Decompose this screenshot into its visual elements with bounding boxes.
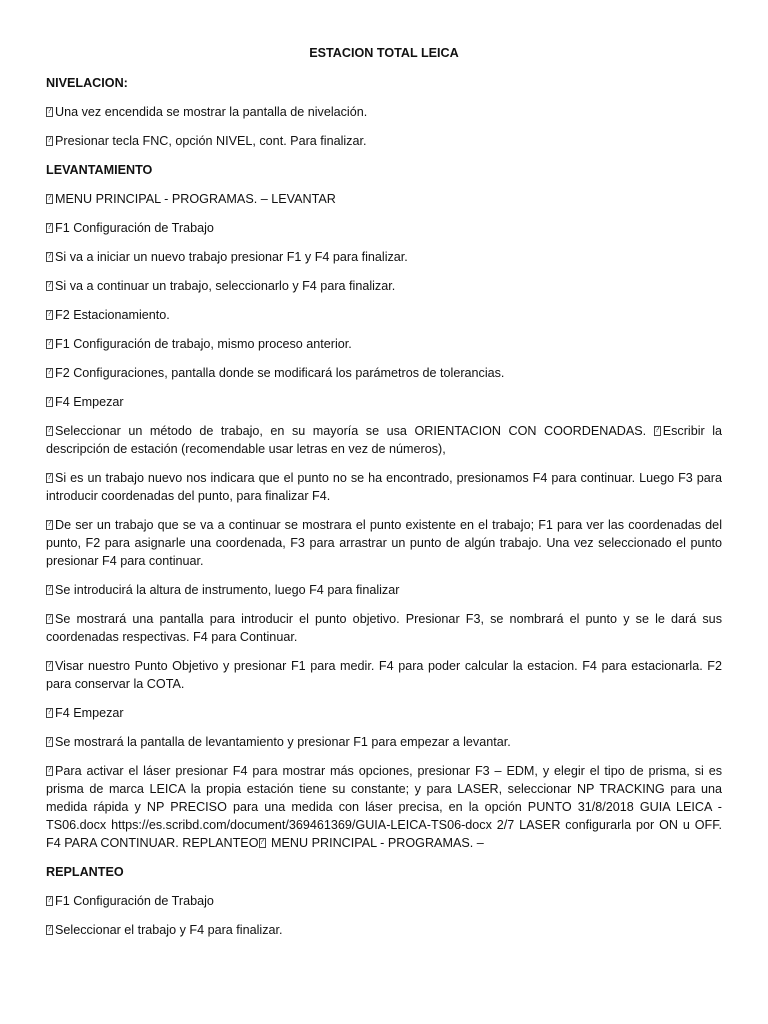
list-item: ?F2 Configuraciones, pantalla donde se modificará los parámetros de tolerancias. (46, 364, 722, 382)
missing-glyph-icon (46, 708, 53, 718)
list-item: ?MENU PRINCIPAL - PROGRAMAS. – LEVANTAR (46, 190, 722, 208)
list-item: ?F4 Empezar (46, 704, 722, 722)
missing-glyph-icon (46, 397, 53, 407)
list-item: ?F1 Configuración de Trabajo (46, 219, 722, 237)
section-heading-replanteo: REPLANTEO (46, 865, 124, 879)
list-item: ?Se mostrará una pantalla para introducir el punto objetivo. Presionar F3, se nombrará el punto y se le dará sus coordenadas respectivas. F4 para Continuar. (46, 610, 722, 646)
missing-glyph-icon (46, 766, 53, 776)
missing-glyph-icon (46, 223, 53, 233)
list-item: ?F1 Configuración de Trabajo (46, 892, 722, 910)
missing-glyph-icon (46, 737, 53, 747)
missing-glyph-icon (46, 136, 53, 146)
list-item: ?Seleccionar un método de trabajo, en su mayoría se usa ORIENTACION CON COORDENADAS. ? Escribir la descripción de estación (recomendable usar letras en vez de números), (46, 422, 722, 458)
missing-glyph-icon (46, 661, 53, 671)
list-item: ?Se mostrará la pantalla de levantamiento y presionar F1 para empezar a levantar. (46, 733, 722, 751)
list-item: ?Presionar tecla FNC, opción NIVEL, cont. Para finalizar. (46, 132, 722, 150)
list-item: ?Se introducirá la altura de instrumento, luego F4 para finalizar (46, 581, 722, 599)
missing-glyph-icon (46, 585, 53, 595)
list-item: ?Si va a continuar un trabajo, seleccionarlo y F4 para finalizar. (46, 277, 722, 295)
missing-glyph-icon (46, 310, 53, 320)
missing-glyph-icon (46, 281, 53, 291)
list-item: ?F4 Empezar (46, 393, 722, 411)
list-item: ?F2 Estacionamiento. (46, 306, 722, 324)
list-item: ?Si es un trabajo nuevo nos indicara que el punto no se ha encontrado, presionamos F4 para continuar. Luego F3 para introducir coordenadas del punto, para finalizar F4. (46, 469, 722, 505)
document-title: ESTACION TOTAL LEICA (309, 46, 459, 60)
missing-glyph-icon (46, 896, 53, 906)
list-item: ?Para activar el láser presionar F4 para mostrar más opciones, presionar F3 – EDM, y elegir el tipo de prisma, si es prisma de marca LEICA la propia estación tiene su constante; y para LASER, seleccionar NP TRACKING para una medida rápida y NP PRECISO para una medida con láser precisa, en la opción PUNTO 31/8/2018 GUIA LEICA - TS06.docx https://es.scribd.com/document/369461369/GUIA-LEICA-TS06-docx 2/7 LASER configurarla por ON u OFF. F4 PARA CONTINUAR. REPLANTEO? MENU PRINCIPAL - PROGRAMAS. – (46, 762, 722, 852)
list-item: ?F1 Configuración de trabajo, mismo proceso anterior. (46, 335, 722, 353)
missing-glyph-icon (46, 925, 53, 935)
list-item: ?Visar nuestro Punto Objetivo y presionar F1 para medir. F4 para poder calcular la estacion. F4 para estacionarla. F2 para conservar la COTA. (46, 657, 722, 693)
missing-glyph-icon (46, 614, 53, 624)
missing-glyph-icon (46, 252, 53, 262)
missing-glyph-icon (46, 368, 53, 378)
section-heading-nivelacion: NIVELACION: (46, 76, 128, 90)
section-heading-levantamiento: LEVANTAMIENTO (46, 163, 153, 177)
missing-glyph-icon (46, 194, 53, 204)
missing-glyph-icon (46, 426, 53, 436)
list-item: ?De ser un trabajo que se va a continuar se mostrara el punto existente en el trabajo; F1 para ver las coordenadas del punto, F2 para asignarle una coordenada, F3 para arrastrar un punto de algún trabajo. Una vez seleccionado el punto presionar F4 para continuar. (46, 516, 722, 570)
missing-glyph-icon (259, 838, 266, 848)
list-item: ?Si va a iniciar un nuevo trabajo presionar F1 y F4 para finalizar. (46, 248, 722, 266)
missing-glyph-icon (46, 473, 53, 483)
missing-glyph-icon (46, 520, 53, 530)
missing-glyph-icon (46, 339, 53, 349)
list-item: ?Seleccionar el trabajo y F4 para finalizar. (46, 921, 722, 939)
missing-glyph-icon (46, 107, 53, 117)
list-item: ?Una vez encendida se mostrar la pantalla de nivelación. (46, 103, 722, 121)
missing-glyph-icon (654, 426, 661, 436)
